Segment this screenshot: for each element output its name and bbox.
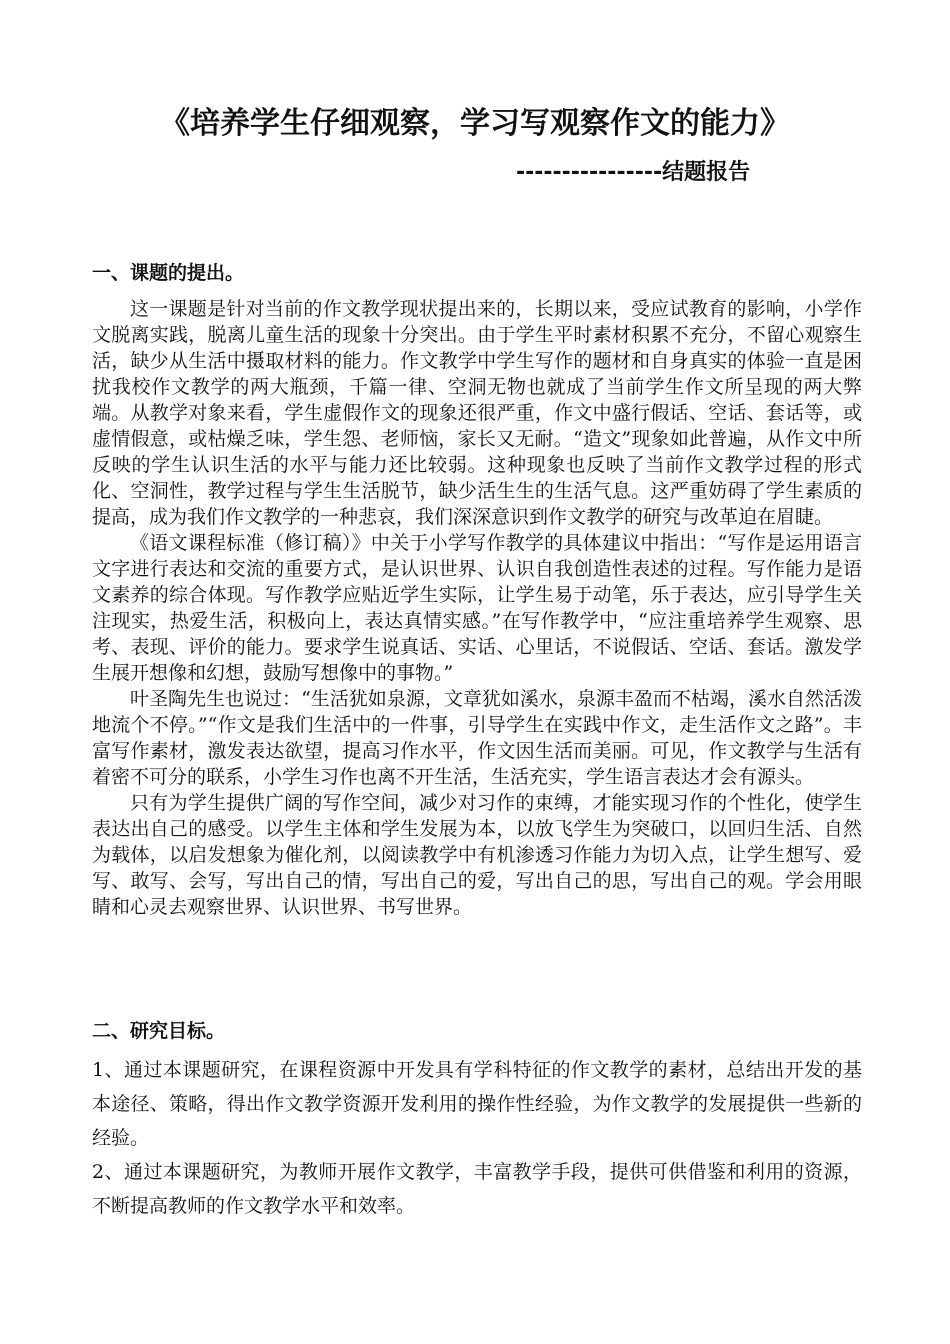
section-heading-1: 一、课题的提出。	[92, 262, 245, 284]
section-1-paragraph-4: 只有为学生提供广阔的写作空间，减少对习作的束缚，才能实现习作的个性化，使学生表达出自己的感受。以学生主体和学生发展为本，以放飞学生为突破口，以回归生活、自然为载体，以启发想象为催化剂，以阅读教学中有机渗透习作能力为切入点，让学生想写、爱写、敢写、会写，写出自己的情，写出自己的爱，写出自己的思，写出自己的观。学会用眼睛和心灵去观察世界、认识世界、书写世界。	[92, 792, 862, 918]
goal-item-2: 2、通过本课题研究，为教师开展作文教学，丰富教学手段，提供可供借鉴和利用的资源，不断提高教师的作文教学水平和效率。	[92, 1161, 862, 1217]
section-1-paragraph-2: 《语文课程标准（修订稿）》中关于小学写作教学的具体建议中指出：“写作是运用语言文字进行表达和交流的重要方式，是认识世界、认识自我创造性表述的过程。写作能力是语文素养的综合体现。写作教学应贴近学生实际，让学生易于动笔，乐于表达，应引导学生关注现实，热爱生活，积极向上，表达真情实感。”在写作教学中，“应注重培养学生观察、思考、表现、评价的能力。要求学生说真话、实话、心里话，不说假话、空话、套话。激发学生展开想像和幻想，鼓励写想像中的事物。”	[92, 532, 862, 684]
section-1-body	[92, 296, 862, 920]
document-subtitle: ----------------结题报告	[516, 160, 751, 185]
document-title: 《培养学生仔细观察，学习写观察作文的能力》	[160, 106, 790, 141]
section-1-paragraph-1: 这一课题是针对当前的作文教学现状提出来的，长期以来，受应试教育的影响，小学作文脱离实践，脱离儿童生活的现象十分突出。由于学生平时素材积累不充分，不留心观察生活，缺少从生活中摄取材料的能力。作文教学中学生写作的题材和自身真实的体验一直是困扰我校作文教学的两大瓶颈，千篇一律、空洞无物也就成了当前学生作文所呈现的两大弊端。从教学对象来看，学生虚假作文的现象还很严重，作文中盛行假话、空话、套话等，或虚情假意，或枯燥乏味，学生怨、老师恼，家长又无耐。“造文”现象如此普遍，从作文中所反映的学生认识生活的水平与能力还比较弱。这种现象也反映了当前作文教学过程的形式化、空洞性，教学过程与学生生活脱节，缺少活生生的生活气息。这严重妨碍了学生素质的提高，成为我们作文教学的一种悲哀，我们深深意识到作文教学的研究与改革迫在眉睫。	[92, 298, 862, 528]
goal-item-1: 1、通过本课题研究，在课程资源中开发具有学科特征的作文教学的素材，总结出开发的基本途径、策略，得出作文教学资源开发利用的操作性经验，为作文教学的发展提供一些新的经验。	[92, 1059, 862, 1149]
section-2-goals	[92, 1053, 862, 1223]
section-heading-2: 二、研究目标。	[92, 1020, 226, 1042]
section-1-paragraph-3: 叶圣陶先生也说过：“生活犹如泉源，文章犹如溪水，泉源丰盈而不枯竭，溪水自然活泼地流个不停。”“作文是我们生活中的一件事，引导学生在实践中作文，走生活作文之路”。丰富写作素材，激发表达欲望，提高习作水平，作文因生活而美丽。可见，作文教学与生活有着密不可分的联系，小学生习作也离不开生活，生活充实，学生语言表达才会有源头。	[92, 688, 862, 788]
